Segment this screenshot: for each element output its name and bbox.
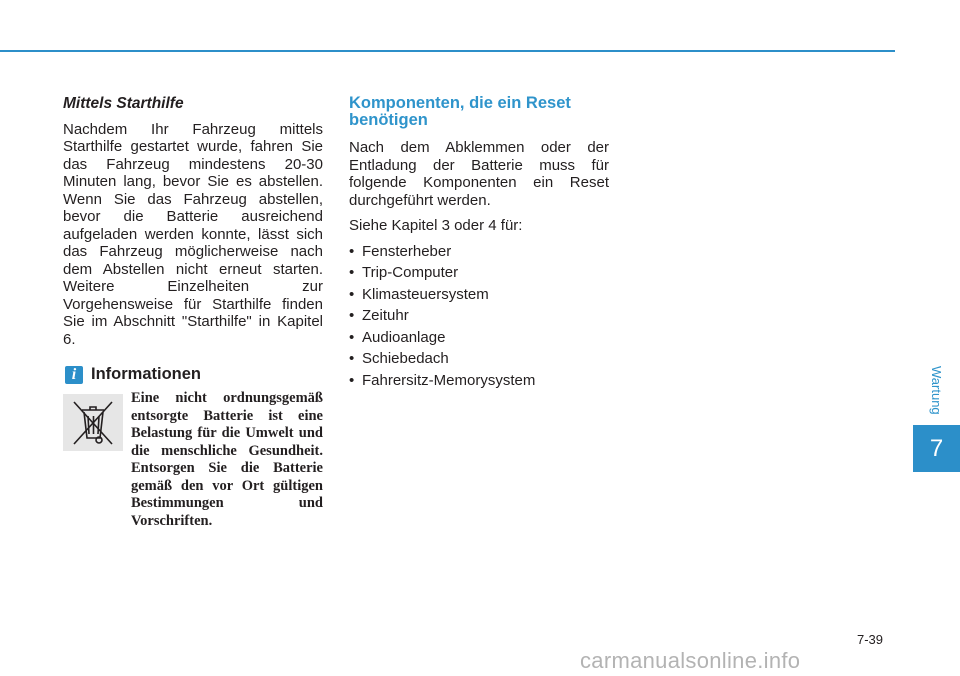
crossed-out-wheelie-bin-icon <box>63 394 123 451</box>
chapter-side-label: Wartung <box>929 366 944 415</box>
subheading-jump-start: Mittels Starthilfe <box>63 95 184 112</box>
page-number: 7-39 <box>857 632 884 647</box>
info-text: Eine nicht ordnungsgemäß entsorgte Batterie ist eine Belastung für die Umwelt und die menschliche Gesundheit. Entsorgen Sie die Batterie gemäß den vor Ort gültigen Bestimmungen und Vorschriften. <box>131 390 323 529</box>
watermark: carmanualsonline.info <box>580 648 801 673</box>
info-box-body <box>63 390 323 530</box>
top-rule <box>0 50 895 52</box>
list-item: • Klimasteuersystem <box>349 285 489 303</box>
left-column <box>63 95 323 530</box>
reset-component-list <box>349 243 609 390</box>
info-icon: i <box>65 366 83 384</box>
list-item: • Zeituhr <box>349 307 409 324</box>
reset-heading: Komponenten, die ein Reset benötigen <box>349 94 571 129</box>
list-item: • Fahrersitz-Memorysystem <box>349 371 536 389</box>
reset-intro: Siehe Kapitel 3 oder 4 für: <box>349 217 523 234</box>
list-item: • Schiebedach <box>349 350 449 367</box>
list-item: • Fensterheber <box>349 242 452 260</box>
info-title: Informationen <box>91 365 201 384</box>
chapter-number-tab: 7 <box>913 425 960 472</box>
info-box-header <box>63 366 323 384</box>
right-column <box>349 95 609 393</box>
list-item: • Trip-Computer <box>349 264 459 281</box>
jump-start-paragraph: Nachdem Ihr Fahrzeug mittels Starthilfe gestartet wurde, fahren Sie das Fahrzeug mindestens 20-30 Minuten lang, bevor Sie es abstellen. Wenn Sie das Fahrzeug abstellen, bevor die Batterie ausreichend aufgeladen werden konnte, lässt sich das Fahrzeug möglicherweise nach dem Abstellen nicht erneut starten. Weitere Einzelheiten zur Vorgehensweise für Starthilfe finden Sie im Abschnitt "Starthilfe" in Kapitel 6. <box>63 120 323 348</box>
reset-paragraph: Nach dem Abklemmen oder der Entladung der Batterie muss für folgende Komponenten ein Reset durchgeführt werden. <box>349 139 609 209</box>
list-item: • Audioanlage <box>349 328 446 346</box>
